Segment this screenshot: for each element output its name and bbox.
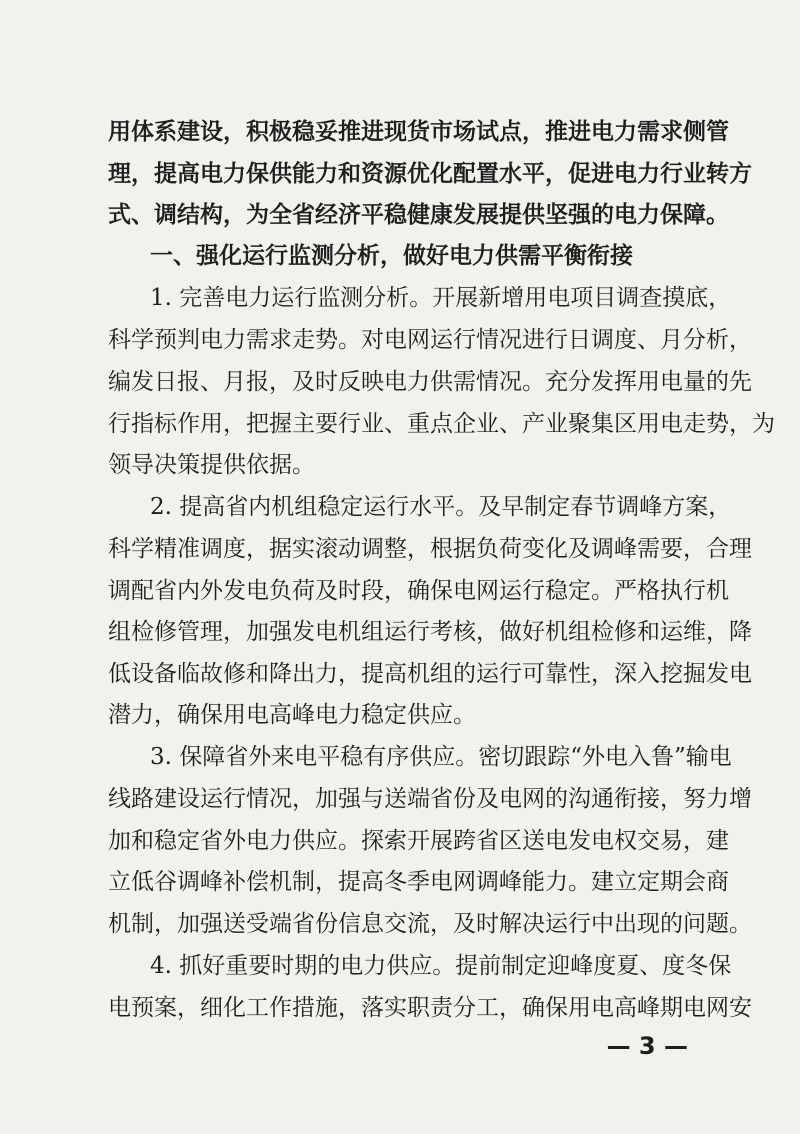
paragraph-line: 低设备临故修和降出力，提高机组的运行可靠性，深入挖掘发电 [108, 661, 752, 687]
paragraph-line: 编发日报、月报，及时反映电力供需情况。充分发挥用电量的先 [108, 369, 752, 395]
paragraph-line: 理，提高电力保供能力和资源优化配置水平，促进电力行业转方 [108, 160, 752, 187]
paragraph-line: 立低谷调峰补偿机制，提高冬季电网调峰能力。建立定期会商 [108, 869, 729, 895]
paragraph-line: 线路建设运行情况，加强与送端省份及电网的沟通衔接，努力增 [108, 786, 752, 812]
paragraph-line: 用体系建设，积极稳妥推进现货市场试点，推进电力需求侧管 [108, 118, 729, 145]
paragraph-line: 调配省内外发电负荷及时段，确保电网运行稳定。严格执行机 [108, 578, 729, 604]
paragraph-line: 3. 保障省外来电平稳有序供应。密切跟踪“外电入鲁”输电 [150, 744, 732, 770]
paragraph-line: 领导决策提供依据。 [108, 452, 315, 478]
paragraph-line: 潜力，确保用电高峰电力稳定供应。 [108, 702, 476, 728]
paragraph-line: 加和稳定省外电力供应。探索开展跨省区送电发电权交易，建 [108, 828, 729, 854]
paragraph-line: 科学精准调度，据实滚动调整，根据负荷变化及调峰需要，合理 [108, 536, 752, 562]
paragraph-line: 组检修管理，加强发电机组运行考核，做好机组检修和运维，降 [108, 619, 752, 645]
paragraph-line: 电预案，细化工作措施，落实职责分工，确保用电高峰期电网安 [108, 995, 752, 1021]
section-heading: 一、强化运行监测分析，做好电力供需平衡衔接 [150, 242, 633, 269]
paragraph-line: 科学预判电力需求走势。对电网运行情况进行日调度、月分析， [108, 327, 752, 353]
paragraph-line: 式、调结构，为全省经济平稳健康发展提供坚强的电力保障。 [108, 201, 729, 228]
paragraph-line: 4. 抓好重要时期的电力供应。提前制定迎峰度夏、度冬保 [150, 953, 732, 979]
paragraph-line: 2. 提高省内机组稳定运行水平。及早制定春节调峰方案， [150, 494, 732, 520]
page-number: — 3 — [606, 1032, 688, 1060]
paragraph-line: 行指标作用，把握主要行业、重点企业、产业聚集区用电走势，为 [108, 411, 775, 437]
paragraph-line: 机制，加强送受端省份信息交流，及时解决运行中出现的问题。 [108, 911, 752, 937]
paragraph-line: 1. 完善电力运行监测分析。开展新增用电项目调查摸底， [150, 285, 732, 311]
